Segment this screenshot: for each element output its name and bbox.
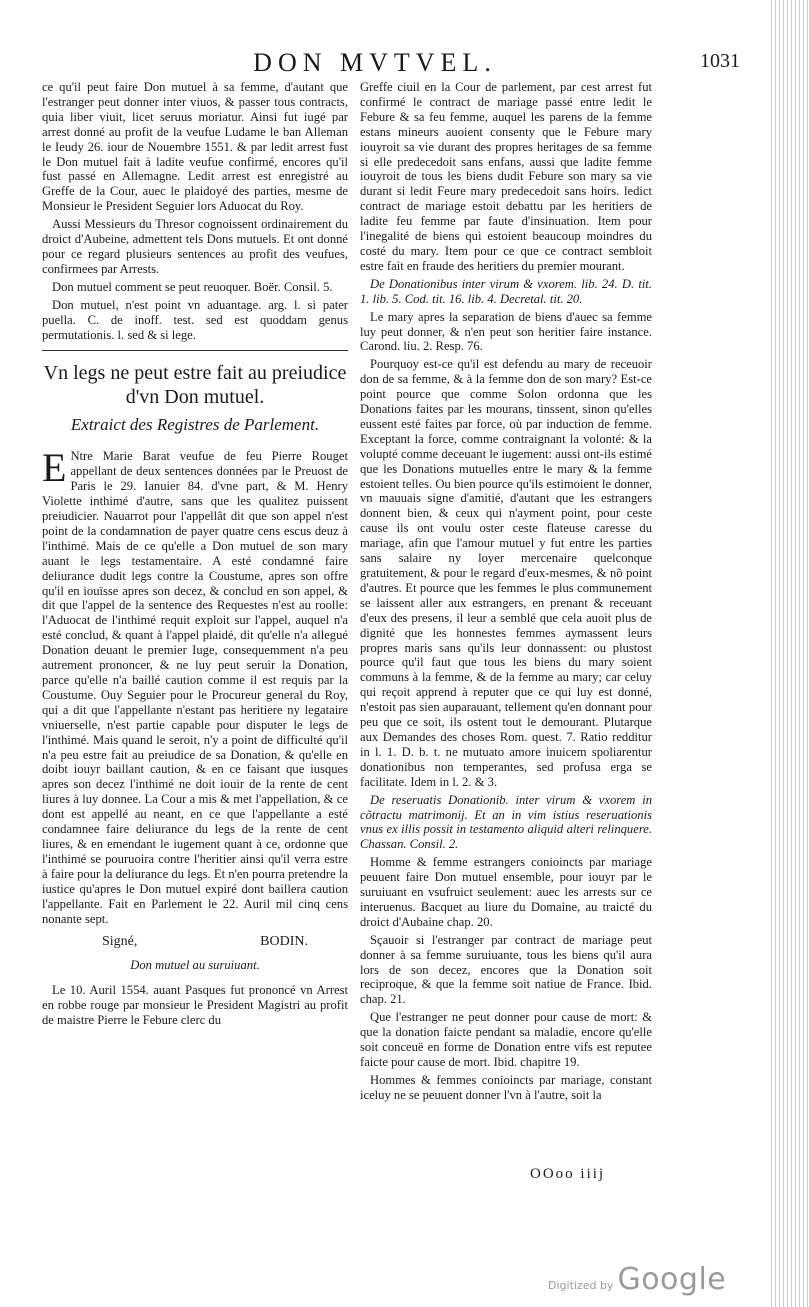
right-paragraph: Pourquoy est-ce qu'il est defendu au mary de receuoir don de sa femme, & à la femme don de son mary? Est-ce point pource que comme Solon ordonna que les Donations faites par les mourans, tinssent, sinon qu'elles eussent esté faites par force, où par induction de femme. Exceptant la force, comme contraignant la volonté: & la volupté comme deceuant le iugement: aussi ont-ils estimé que les Donations mutuelles entre le mary & la femme estoient telles. Ou bien pource qu'ils estimoient le donner, vn mauuais signe d'amitié, d'autant que les estrangers donnent bien, & ceux qui n'ayment point, pour ceste cause ils ont voulu oster ceste flateuse caresse du mariage, afin que l'amour mutuel y fut entre les parties sans salaire ny loyer mercenaire quelconque gratuitement, & pour le regard d'eux-mesmes, & nõ point d'autres. Et pource que les femmes le plus communement se laissent aller aux estrangers, en prenant & receuant d'eux des presens, il leur a semblé que cela auoit plus de dignité que les honnestes femmes aymassent leurs propres maris sans qu'ils leur donnassent: ou plustost pource qu'il faut que tous les biens du mary soient communs à la femme, & de la femme au mary; car celuy qui reçoit apprend à reputer que ce qui luy est donné, n'estoit pas sien auparauant, tellement qu'en donnant pour peu que ce soit, ils ostent tout le demourant. Plutarque aux Demandes des choses Rom. quest. 7. Ratio redditur in l. 1. D. b. t. ne mutuato amore inuicem spoliarentur donationibus non temperantes, sed profusa erga se facilitate. Idem in l. 2. & 3.: [360, 357, 652, 789]
drop-cap: E: [42, 445, 67, 491]
main-paragraph-text: Ntre Marie Barat veufue de feu Pierre Rouget appellant de deux sentences données par le Preuost de Paris le 29. Ianuier 84. d'vne part, & M. Henry Violette inthimé d'autre, sans que les qualitez puissent preiudicier. Nauarrot pour l'appellât dit que son appel n'est point de la condamnation de payer quatre cens escus deuz à l'inthimé. Mais de ce qu'elle a Don mutuel de son mary auant le legs testamentaire. A esté condamné faire deliurance dudit legs contre la Coustume, apres son offre qu'il en iouïsse apres son decez, & conclud en son appel, & dit que l'appel de la sentence des Requestes n'est au roolle: l'Aduocat de l'inthimé requit exploit sur l'appel, auquel n'a esté conclud, & quant à l'appel plaidé, dit qu'elle n'a allegué Donation deuant le premier Iuge, consequemment n'a peu autrement prononcer, & ne luy peut seruir la Donation, parce qu'elle n'a baillé caution comme il est requis par la Coustume. Ouy Seguier pour le Procureur general du Roy, qui a dit que l'appellante n'estant pas heritiere ny legataire vniuerselle, n'est partie capable pour disputer le legs de l'inthimé. Mais quand le seroit, n'y a point de difficulté qu'il n'a peu estre fait au preiudice de sa Donation, & qu'elle en doibt iouyr baillant caution, & en ce faisant que iusques apres son decez l'inthimé ne doit iouir de la rente de cent liures à luy donnee. La Cour a mis & met l'appellation, & ce dont est appellé au neant, en ce que l'appellante a esté condamnee faire deliurance du legs de la rente de cent liures, & en emendant le iugement quant à ce, ordonne que l'inthimé se pouruoira contre l'heritier ainsi qu'il verra estre à faire pour la deliurance du legs. Et n'en pourra pretendre la iustice qu'apres le Don mutuel expiré dont baillera caution l'appellante. Fait en Parlement le 22. Auril mil cinq cens nonante sept.: [42, 449, 348, 926]
last-paragraph: Le 10. Auril 1554. auant Pasques fut prononcé vn Arrest en robbe rouge par monsieur le President Magistri au profit de maistre Pierre le Febure clerc du: [42, 983, 348, 1028]
signature-mark: OOoo iiij: [530, 1166, 606, 1182]
watermark-label: Digitized by: [548, 1279, 614, 1292]
section-divider: [42, 350, 348, 351]
right-paragraph: Le mary apres la separation de biens d'auec sa femme luy peut donner, & n'en peut son heritier faire instance. Carond. liu. 2. Resp. 76.: [360, 309, 652, 354]
left-column: [42, 80, 348, 1028]
left-paragraph: Aussi Messieurs du Thresor cognoissent ordinairement du droict d'Aubeine, admettent tels Dons mutuels. Et ont donné pour ce regard plusieurs sentences au profit des veufues, confirmees par Arrests.: [42, 217, 348, 276]
citation: De reseruatis Donationib. inter virum & vxorem in cõtractu matrimonij. Et an in vim istius reseruationis vnus ex illis possit in testamento aliquid alteri relinquere. Chassan. Consil. 2.: [360, 792, 652, 852]
right-paragraph: Sçauoir si l'estranger par contract de mariage peut donner à sa femme suruiuante, tous les biens qu'il aura lors de son decez, encores que la Donation soit reciproque, & que la femme soit natiue de France. Ibid. chap. 21.: [360, 932, 652, 1007]
subheading: Don mutuel au suruiuant.: [130, 958, 260, 973]
folio-number: 1031: [700, 50, 740, 72]
left-paragraph: Don mutuel comment se peut reuoquer. Boër. Consil. 5.: [52, 279, 333, 294]
google-logo: Google: [617, 1262, 727, 1297]
digitized-watermark: [548, 1262, 726, 1297]
page-edge-strip: [768, 0, 809, 1307]
left-paragraph: Don mutuel, n'est point vn aduantage. arg. l. si pater puella. C. de inoff. test. sed est quoddam genus permutationis. l. sed & si lege.: [42, 297, 348, 342]
main-paragraph: [42, 445, 348, 926]
signe-name: BODIN.: [260, 934, 308, 950]
section-title: Vn legs ne peut estre fait au preiudice d'vn Don mutuel.: [43, 362, 347, 409]
running-title: DON MVTVEL.: [253, 48, 497, 77]
right-paragraph: Hommes & femmes conioincts par mariage, constant iceluy ne se peuuent donner l'vn à l'autre, soit la: [360, 1072, 652, 1102]
extrait-heading: Extraict des Registres de Parlement.: [70, 415, 320, 435]
citation: De Donationibus inter virum & vxorem. lib. 24. D. tit. 1. lib. 5. Cod. tit. 16. lib. 4. Decretal. tit. 20.: [360, 276, 652, 306]
right-paragraph: Greffe ciuil en la Cour de parlement, par cest arrest fut confirmé le contract de mariage passé entre ledit le Febure & sa feu femme, auquel les parens de la femme estans mineurs auoient consenty que le Febure mary iouyroit sa vie durant des propres heritages de sa femme si elle predecedoit sans enfans, aussi que ladite femme iouyroit de tous les biens dudit Febure son mary sa vie durant si ledit Feure mary predecedoit sans hoirs. ledict contract de mariage estoit debattu par les heritiers de ladite feu femme par faute d'insinuation. Item pour l'inegalité de biens qui estoient beaucoup moindres du costé du mary. Item pour ce que ce contract sembloit estre fait en fraude des heritiers du premier mourant.: [360, 80, 652, 273]
right-column: [360, 80, 652, 1103]
signature-block: [102, 934, 308, 950]
signe-label: Signé,: [102, 934, 138, 950]
left-paragraph: ce qu'il peut faire Don mutuel à sa femme, d'autant que l'estranger peut donner inter viuos, & passer tous contracts, quia liber viuit, licet seruus moriatur. Ainsi fut iugé par arrest donné au profit de la veufue Ludame le ban Alleman le Ieudy 26. iour de Nouembre 1551. & par ledit arrest fust le Don mutuel fait à ladite veufue confirmé, encores qu'il fust passé en Allemagne. Ledit arrest est enregistré au Greffe de la Cour, auec le plaidoyé des parties, mesme de Monsieur le President Seguier lors Aduocat du Roy.: [42, 80, 348, 214]
right-paragraph: Homme & femme estrangers conioincts par mariage peuuent faire Don mutuel ensemble, pour iouyr par le suruiuant en vsufruict seulement: auec les arrests sur ce interuenus. Bacquet au liure du Domaine, au traicté du droict d'Aubaine chap. 20.: [360, 855, 652, 929]
right-paragraph: Que l'estranger ne peut donner pour cause de mort: & que la donation faicte pendant sa maladie, encore qu'elle soit conceuë en forme de Donation entre vifs est reputee faicte pour cause de mort. Ibid. chapitre 19.: [360, 1010, 652, 1069]
